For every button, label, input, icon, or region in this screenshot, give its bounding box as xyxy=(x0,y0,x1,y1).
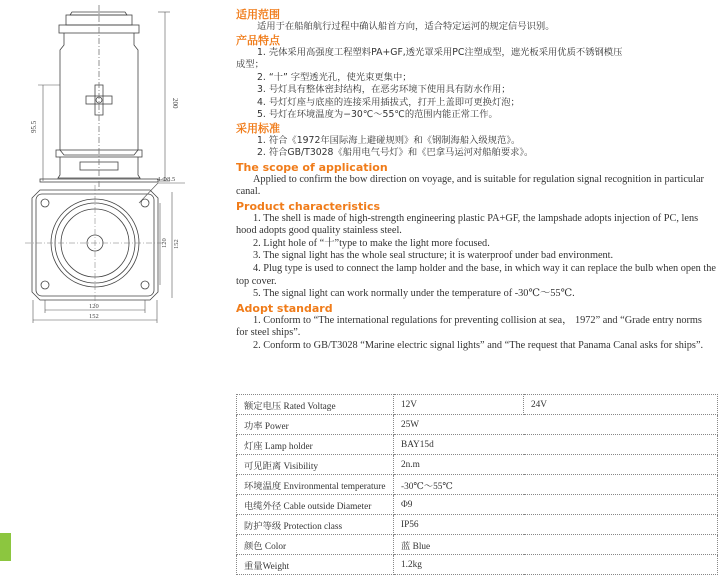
mount-hole-2 xyxy=(141,199,149,207)
table-row xyxy=(237,435,718,455)
en-feat-3: 3. The signal light has the whole seal structure; it is waterproof under bad environment. xyxy=(253,250,614,262)
spec-label: 电缆外径 Cable outside Diameter xyxy=(237,495,394,515)
dim-holes-label: 4-Φ8.5 xyxy=(157,176,176,183)
en-feat-4: 4. Plug type is used to connect the lamp holder and the base, in which way it can replace the bulb when open the top cover. xyxy=(236,263,716,287)
mount-hole-1 xyxy=(41,199,49,207)
spec-label: 重量Weight xyxy=(237,555,394,575)
description-panel xyxy=(236,8,716,353)
cn-feat-1b: 成型； xyxy=(236,59,264,70)
cn-feat-title: 产品特点 xyxy=(236,33,280,47)
dim-120-v-label: 120 xyxy=(161,238,168,248)
table-row xyxy=(237,515,718,535)
dim-lower-label: 95.5 xyxy=(30,120,38,133)
spec-value-2: 24V xyxy=(524,395,718,415)
dim-height-label: 200 xyxy=(171,98,179,109)
dim-152-h-label: 152 xyxy=(89,313,99,320)
spec-label: 灯座 Lamp holder xyxy=(237,435,394,455)
technical-drawing xyxy=(0,0,225,580)
cn-feat-2: 2. “十” 字型透光孔，使光束更集中； xyxy=(257,71,412,83)
spec-value: 1.2kg xyxy=(394,555,718,575)
mount-hole-3 xyxy=(41,281,49,289)
dim-120-h-label: 120 xyxy=(89,303,99,310)
cn-std-2: 2. 符合GB/T3028《船用电气号灯》和《巴拿马运河对船舶要求》。 xyxy=(257,147,534,158)
spec-value: 25W xyxy=(394,415,718,435)
spec-label: 功率 Power xyxy=(237,415,394,435)
spec-value: 蓝 Blue xyxy=(394,535,718,555)
dim-152-v-label: 152 xyxy=(173,239,180,249)
spec-table xyxy=(236,394,718,575)
spec-value: 2n.m xyxy=(394,455,718,475)
spec-value: IP56 xyxy=(394,515,718,535)
spec-value: 12V xyxy=(394,395,524,415)
spec-value: BAY15d xyxy=(394,435,718,455)
table-row xyxy=(237,475,718,495)
mount-hole-4 xyxy=(141,281,149,289)
spec-value: -30℃～55℃ xyxy=(394,475,718,495)
spec-label: 额定电压 Rated Voltage xyxy=(237,395,394,415)
en-std-2: 2. Conform to GB/T3028 “Marine electric signal lights” and “The request that Panama Canal asks for ships”. xyxy=(253,340,704,352)
cn-scope-title: 适用范围 xyxy=(236,8,280,21)
cn-feat-4: 4. 号灯灯座与底座的连接采用插拔式，打开上盖即可更换灯泡； xyxy=(257,96,520,108)
en-feat-title: Product characteristics xyxy=(236,199,381,213)
cn-feat-3: 3. 号灯具有整体密封结构，在恶劣环境下使用具有防水作用； xyxy=(257,84,511,95)
en-scope-text: Applied to confirm the bow direction on voyage, and is suitable for regulation signal recognition in particular canal. xyxy=(236,173,704,198)
spec-label: 颜色 Color xyxy=(237,535,394,555)
en-feat-2: 2. Light hole of “十”type to make the light more focused. xyxy=(253,237,490,249)
cn-std-1: 1. 符合《1972年国际海上避碰规则》和《钢制海船入级规范》。 xyxy=(257,134,521,146)
table-row xyxy=(237,535,718,555)
table-row xyxy=(237,395,718,415)
technical-drawing-panel xyxy=(0,0,225,580)
spec-label: 环境温度 Environmental temperature xyxy=(237,475,394,495)
en-std-1: 1. Conform to “The international regulations for preventing collision at sea， 1972” and “Grade entry norms for steel ships”. xyxy=(236,314,702,339)
spec-label: 防护等级 Protection class xyxy=(237,515,394,535)
table-row xyxy=(237,415,718,435)
spec-value: Φ9 xyxy=(394,495,718,515)
en-feat-5: 5. The signal light can work normally under the temperature of -30℃～55℃. xyxy=(253,288,575,300)
lamp-top-cap xyxy=(70,12,127,15)
en-feat-1: 1. The shell is made of high-strength engineering plastic PA+GF, the lampshade adopts injection of PC, lens hood adopts good quality stainless steel. xyxy=(236,212,699,237)
table-row xyxy=(237,555,718,575)
en-scope-title: The scope of application xyxy=(236,160,388,174)
cn-feat-1a: 1. 壳体采用高强度工程塑料PA+GF,透光罩采用PC注塑成型，遮光板采用优质不锈钢模压 xyxy=(257,46,623,58)
cn-std-title: 采用标准 xyxy=(236,121,280,135)
cn-scope-text: 适用于在船舶航行过程中确认船首方向，适合特定运河的规定信号识别。 xyxy=(257,21,555,32)
table-row xyxy=(237,455,718,475)
en-std-title: Adopt standard xyxy=(236,301,333,315)
green-tab-marker xyxy=(0,533,11,561)
cn-feat-5: 5. 号灯在环境温度为−30℃～55℃的范围内能正常工作。 xyxy=(257,109,498,120)
table-row xyxy=(237,495,718,515)
spec-label: 可见距离 Visibility xyxy=(237,455,394,475)
